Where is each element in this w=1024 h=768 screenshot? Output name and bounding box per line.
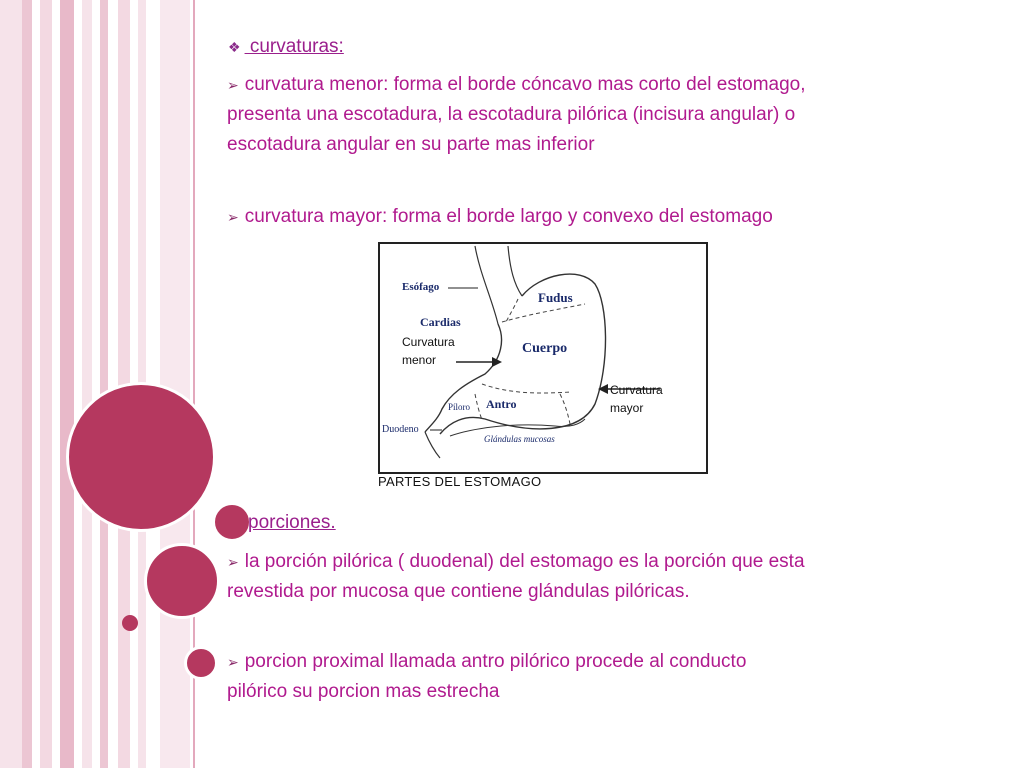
label-esofago: Esófago [402,281,440,293]
heading-text: curvaturas: [244,36,344,57]
arrow-bullet-icon: ➢ [227,554,239,570]
label-curvatura-menor-1: Curvatura [402,335,455,349]
heading-text: porciones. [248,512,336,533]
figure-caption: PARTES DEL ESTOMAGO [378,474,542,489]
label-piloro: Píloro [448,402,471,412]
label-curvatura-mayor-1: Curvatura [610,383,663,397]
arrow-bullet-icon: ➢ [227,654,239,670]
diamond-bullet-icon: ❖ [228,39,241,55]
decor-circle-large [66,382,216,532]
label-cardias: Cardias [420,315,461,329]
decor-stripe-6 [100,0,108,768]
bullet-porcion-proximal [227,647,807,707]
label-curvatura-mayor-2: mayor [610,401,644,415]
label-cuerpo: Cuerpo [522,341,568,356]
decor-dot [122,615,138,631]
label-curvatura-menor-2: menor [402,353,437,367]
decor-stripe-2 [22,0,32,768]
section-heading-porciones [248,512,336,534]
bullet-curvatura-mayor [227,202,847,232]
decor-stripe-3 [40,0,52,768]
label-fudus: Fudus [538,290,573,305]
bullet-text: porcion proximal llamada antro pilórico procede al conducto pilórico su porcion mas estrecha [227,651,747,702]
decor-circle-small-bottom [184,646,218,680]
bullet-porcion-pilorica [227,547,807,607]
stomach-diagram [378,242,708,474]
bullet-curvatura-menor [227,70,847,160]
stomach-diagram-svg [380,244,706,472]
arrow-bullet-icon: ➢ [227,77,239,93]
label-duodeno: Duodeno [382,424,419,435]
decor-circle-small-top [212,502,252,542]
section-heading-curvaturas [228,36,344,58]
arrow-bullet-icon: ➢ [227,209,239,225]
bullet-text: la porción pilórica ( duodenal) del estomago es la porción que esta revestida por mucosa que contiene glándulas pilóricas. [227,551,805,602]
label-antro: Antro [486,397,517,411]
decor-stripe-1 [0,0,22,768]
decor-stripe-5 [82,0,92,768]
decor-circle-medium [144,543,220,619]
bullet-text: curvatura mayor: forma el borde largo y convexo del estomago [244,206,773,227]
bullet-text: curvatura menor: forma el borde cóncavo mas corto del estomago, presenta una escotadura, la escotadura pilórica (incisura angular) o escotadura angular en su parte mas inferior [227,74,806,155]
label-glandulas: Glándulas mucosas [484,434,555,444]
decor-stripe-9 [160,0,190,768]
decor-stripe-4 [60,0,74,768]
